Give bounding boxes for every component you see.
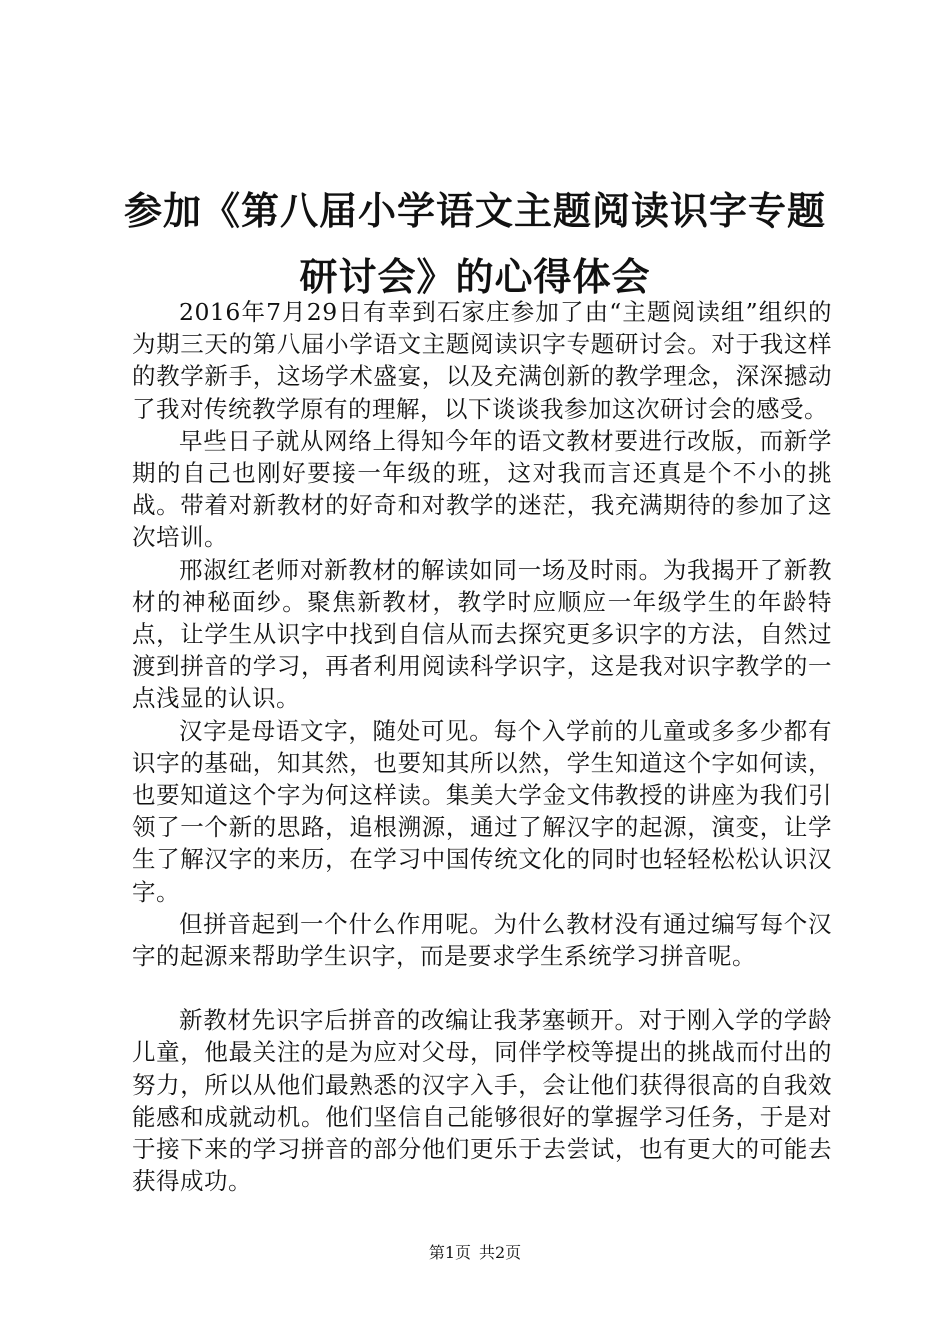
paragraph: 汉字是母语文字，随处可见。每个入学前的儿童或多多少都有识字的基础，知其然，也要知其所以然，学生知道这个字如何读，也要知道这个字为何这样读。集美大学金文伟教授的讲座为我们引领了一个新的思路，追根溯源，通过了解汉字的起源，演变，让学生了解汉字的来历，在学习中国传统文化的同时也轻轻松松认识汉字。 [132,716,832,906]
paragraph: 早些日子就从网络上得知今年的语文教材要进行改版，而新学期的自己也刚好要接一年级的班，这对我而言还真是个不小的挑战。带着对新教材的好奇和对教学的迷茫，我充满期待的参加了这次培训。 [132,426,832,552]
paragraph: 邢淑红老师对新教材的解读如同一场及时雨。为我揭开了新教材的神秘面纱。聚焦新教材，教学时应顺应一年级学生的年龄特点，让学生从识字中找到自信从而去探究更多识字的方法，自然过渡到拼音的学习，再者利用阅读科学识字，这是我对识字教学的一点浅显的认识。 [132,555,832,713]
page-footer [0,1243,950,1263]
document-body [132,296,832,1197]
page-number: 第1页 [428,1243,471,1262]
document-title: 参加《第八届小学语文主题阅读识字专题研讨会》的心得体会 [123,188,826,299]
page-total: 共2页 [479,1243,522,1262]
paragraph: 2016年7月29日有幸到石家庄参加了由“主题阅读组”组织的为期三天的第八届小学语文主题阅读识字专题研讨会。对于我这样的教学新手，这场学术盛宴，以及充满创新的教学理念，深深撼动了我对传统教学原有的理解，以下谈谈我参加这次研讨会的感受。 [132,298,832,423]
paragraph: 新教材先识字后拼音的改编让我茅塞顿开。对于刚入学的学龄儿童，他最关注的是为应对父母，同伴学校等提出的挑战而付出的努力，所以从他们最熟悉的汉字入手，会让他们获得很高的自我效能感和成就动机。他们坚信自己能够很好的掌握学习任务，于是对于接下来的学习拼音的部分他们更乐于去尝试，也有更大的可能去获得成功。 [132,1006,832,1196]
paragraph: 但拼音起到一个什么作用呢。为什么教材没有通过编写每个汉字的起源来帮助学生识字，而是要求学生系统学习拼音呢。 [132,909,832,971]
